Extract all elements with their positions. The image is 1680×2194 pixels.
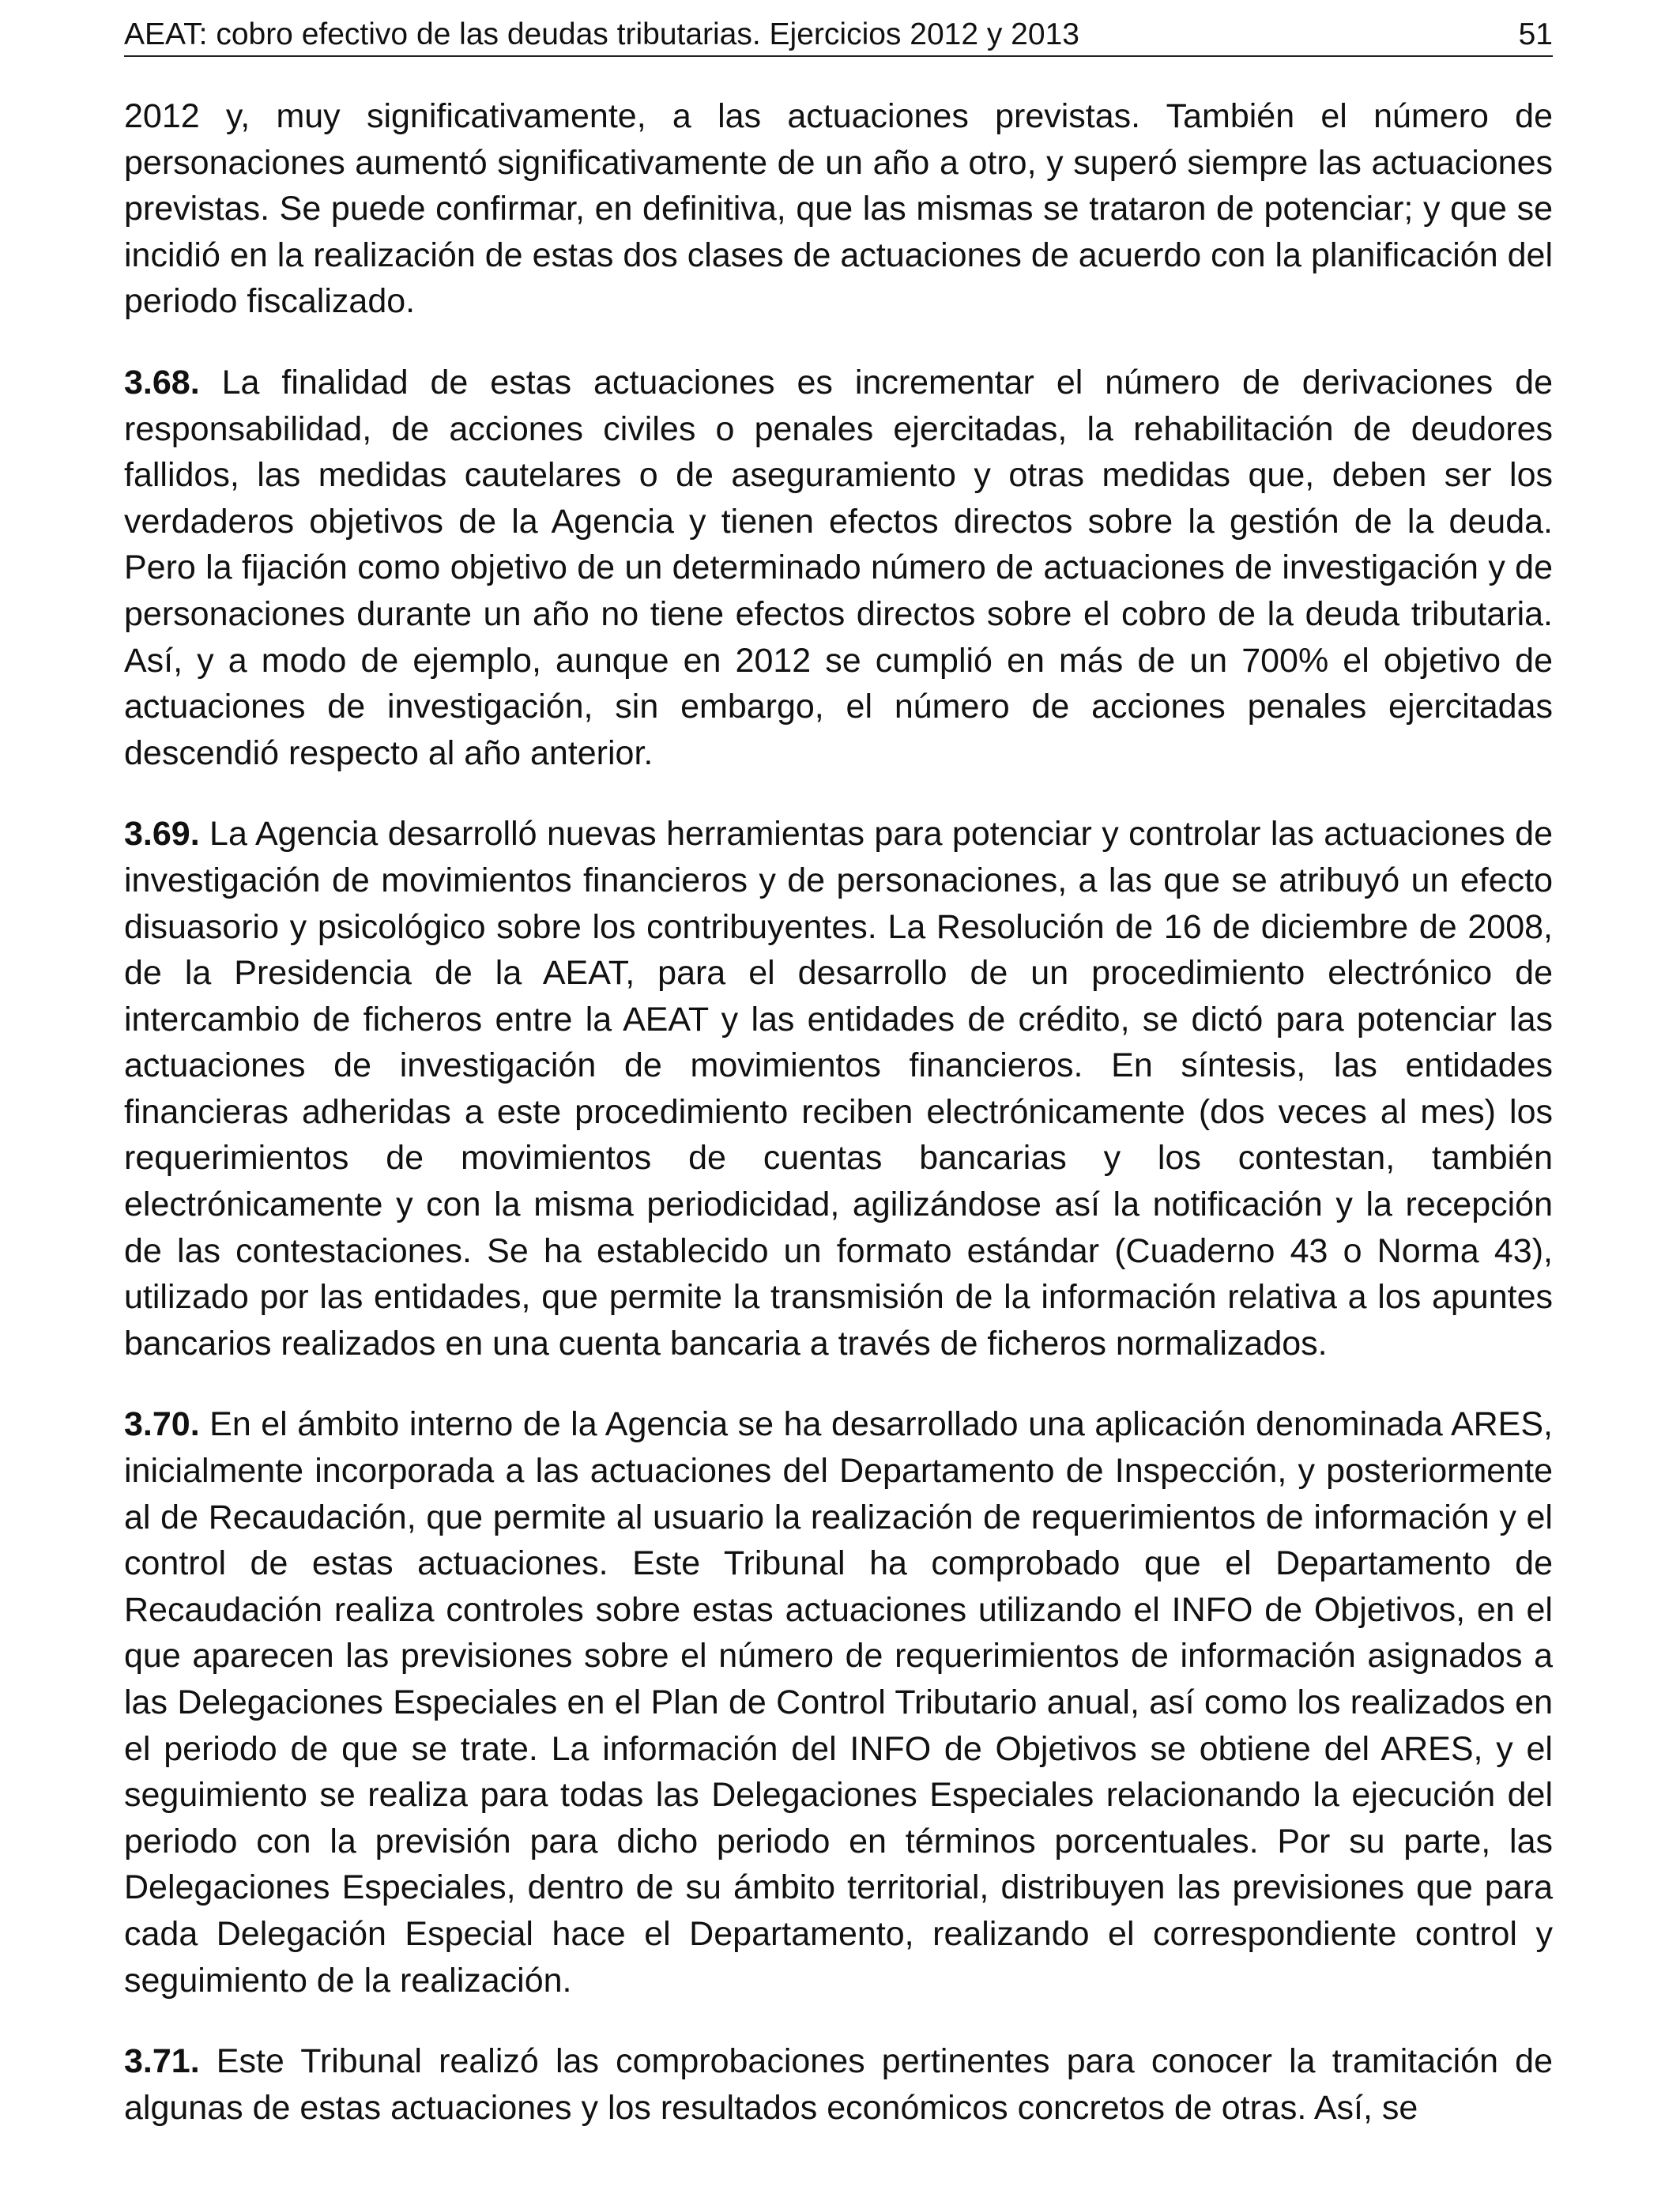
paragraph-3-71 (124, 2038, 1553, 2131)
paragraph-text: La finalidad de estas actuaciones es incrementar el número de derivaciones de responsabilidad, de acciones civiles o penales ejercitadas, la rehabilitación de deudores fallidos, las medidas cautelares o de aseguramiento y otras medidas que, deben ser los verdaderos objetivos de la Agencia y tienen efectos directos sobre la gestión de la deuda. Pero la fijación como objetivo de un determinado número de actuaciones de investigación y de personaciones durante un año no tiene efectos directos sobre el cobro de la deuda tributaria. Así, y a modo de ejemplo, aunque en 2012 se cumplió en más de un 700% el objetivo de actuaciones de investigación, sin embargo, el número de acciones penales ejercitadas descendió respecto al año anterior. (124, 363, 1553, 772)
paragraph-number: 3.68. (124, 363, 200, 401)
paragraph-text: La Agencia desarrolló nuevas herramientas para potenciar y controlar las actuaciones de investigación de movimientos financieros y de personaciones, a las que se atribuyó un efecto disuasorio y psicológico sobre los contribuyentes. La Resolución de 16 de diciembre de 2008, de la Presidencia de la AEAT, para el desarrollo de un procedimiento electrónico de intercambio de ficheros entre la AEAT y las entidades de crédito, se dictó para potenciar las actuaciones de investigación de movimientos financieros. En síntesis, las entidades financieras adheridas a este procedimiento reciben electrónicamente (dos veces al mes) los requerimientos de movimientos de cuentas bancarias y los contestan, también electrónicamente y con la misma periodicidad, agilizándose así la notificación y la recepción de las contestaciones. Se ha establecido un formato estándar (Cuaderno 43 o Norma 43), utilizado por las entidades, que permite la transmisión de la información relativa a los apuntes bancarios realizados en una cuenta bancaria a través de ficheros normalizados. (124, 815, 1553, 1363)
paragraph-text: 2012 y, muy significativamente, a las actuaciones previstas. También el número de personaciones aumentó significativamente de un año a otro, y superó siempre las actuaciones previstas. Se puede confirmar, en definitiva, que las mismas se trataron de potenciar; y que se incidió en la realización de estas dos clases de actuaciones de acuerdo con la planificación del periodo fiscalizado. (124, 97, 1553, 321)
page-header (124, 14, 1553, 57)
paragraph-number: 3.71. (124, 2042, 200, 2081)
paragraph-continuation (124, 93, 1553, 325)
page-number: 51 (1518, 17, 1553, 51)
paragraph-3-70 (124, 1401, 1553, 2004)
paragraph-3-69 (124, 811, 1553, 1367)
paragraph-text: En el ámbito interno de la Agencia se ha desarrollado una aplicación denominada ARES, inicialmente incorporada a las actuaciones del Departamento de Inspección, y posteriormente al de Recaudación, que permite al usuario la realización de requerimientos de información y el control de estas actuaciones. Este Tribunal ha comprobado que el Departamento de Recaudación realiza controles sobre estas actuaciones utilizando el INFO de Objetivos, en el que aparecen las previsiones sobre el número de requerimientos de información asignados a las Delegaciones Especiales en el Plan de Control Tributario anual, así como los realizados en el periodo de que se trate. La información del INFO de Objetivos se obtiene del ARES, y el seguimiento se realiza para todas las Delegaciones Especiales relacionando la ejecución del periodo con la previsión para dicho periodo en términos porcentuales. Por su parte, las Delegaciones Especiales, dentro de su ámbito territorial, distribuyen las previsiones que para cada Delegación Especial hace el Departamento, realizando el correspondiente control y seguimiento de la realización. (124, 1405, 1553, 2000)
document-body (124, 93, 1553, 2166)
paragraph-3-68 (124, 360, 1553, 776)
header-title: AEAT: cobro efectivo de las deudas tributarias. Ejercicios 2012 y 2013 (124, 17, 1079, 51)
paragraph-number: 3.70. (124, 1405, 200, 1444)
paragraph-number: 3.69. (124, 815, 200, 854)
paragraph-text: Este Tribunal realizó las comprobaciones pertinentes para conocer la tramitación de algunas de estas actuaciones y los resultados económicos concretos de otras. Así, se (124, 2042, 1553, 2127)
